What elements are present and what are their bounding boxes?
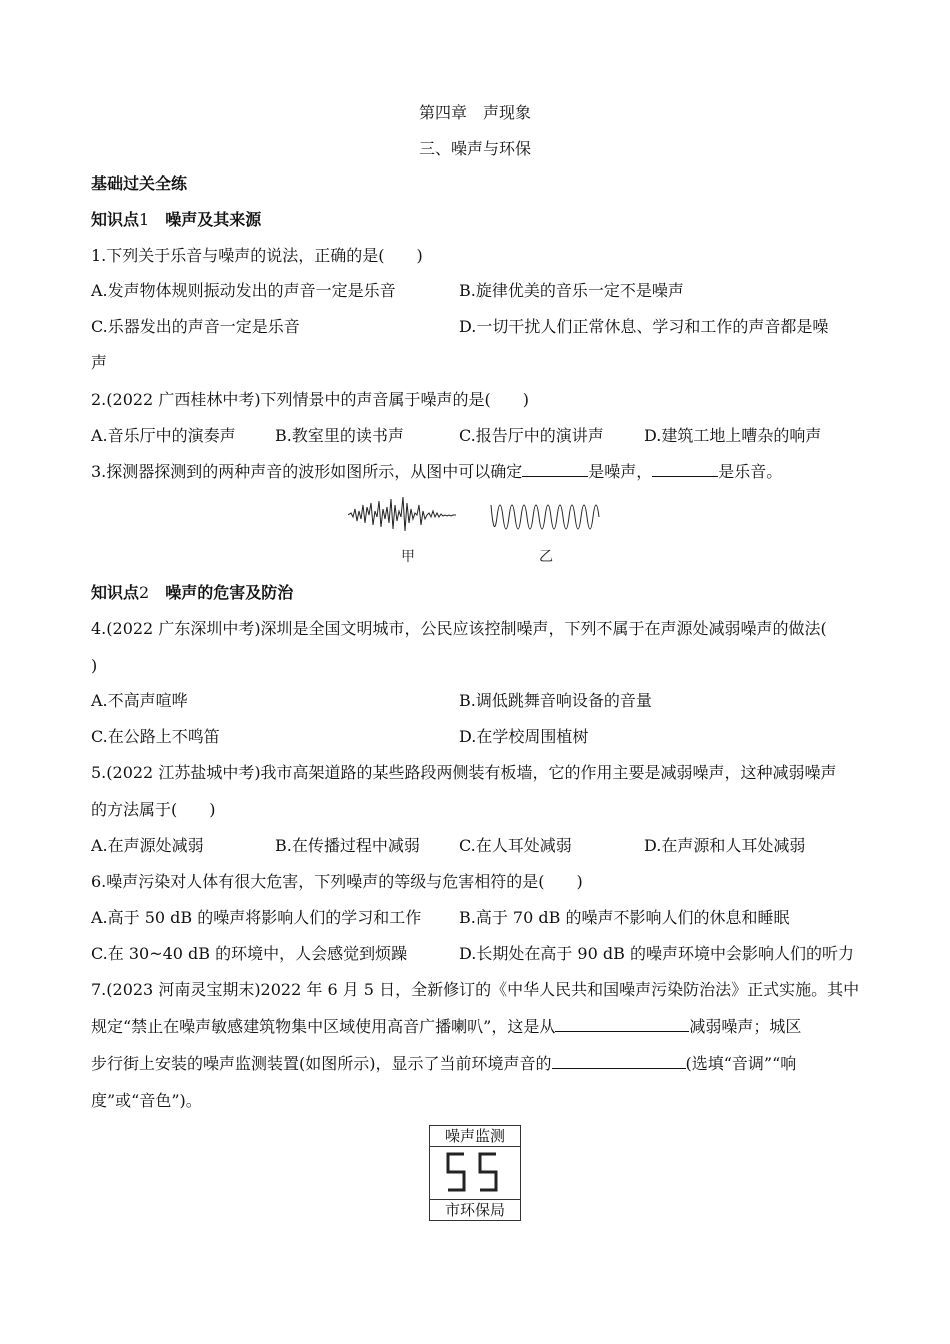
q3-stem <box>91 462 782 482</box>
knowledge-point-2 <box>91 583 293 603</box>
seven-segment-digits <box>434 1150 518 1196</box>
q7-blank-1[interactable] <box>555 1017 689 1032</box>
kp2-label: 知识点 <box>91 583 140 602</box>
q5-option-a: A.在声源处减弱 <box>91 836 204 855</box>
music-waveform-yi <box>491 505 599 529</box>
kp1-num: 1 <box>139 210 150 229</box>
kp1-title: 噪声及其来源 <box>165 210 262 229</box>
monitor-footer: 市环保局 <box>429 1199 521 1221</box>
q4-stem: 4.(2022 广东深圳中考)深圳是全国文明城市，公民应该控制噪声，下列不属于在声源处减弱噪声的做法( <box>91 619 827 638</box>
q3-blank-noise[interactable] <box>522 462 588 477</box>
q1-option-b: B.旋律优美的音乐一定不是噪声 <box>459 281 684 300</box>
section-title: 三、噪声与环保 <box>418 139 531 158</box>
q3-blank-music[interactable] <box>652 462 718 477</box>
q2-option-c: C.报告厅中的演讲声 <box>459 426 604 445</box>
q7-line2 <box>91 1017 801 1037</box>
digit-5-left <box>448 1154 464 1190</box>
q7-line4: 度”或“音色”)。 <box>91 1091 202 1110</box>
q7-line2-part2: 减弱噪声；城区 <box>689 1017 802 1036</box>
q5-stem-cont: 的方法属于( ) <box>91 800 216 819</box>
q4-option-d: D.在学校周围植树 <box>459 727 589 746</box>
q7-line3 <box>91 1054 796 1074</box>
waveform-figure <box>348 493 603 543</box>
q7-line2-part1: 规定“禁止在噪声敏感建筑物集中区域使用高音广播喇叭”，这是从 <box>91 1017 556 1036</box>
q7-blank-2[interactable] <box>552 1054 686 1069</box>
q6-option-a: A.高于 50 dB 的噪声将影响人们的学习和工作 <box>91 908 422 927</box>
q5-stem: 5.(2022 江苏盐城中考)我市高架道路的某些路段两侧装有板墙，它的作用主要是减弱噪声，这种减弱噪声 <box>91 763 837 782</box>
q6-option-b: B.高于 70 dB 的噪声不影响人们的休息和睡眠 <box>459 908 790 927</box>
q3-stem-part3: 是乐音。 <box>718 462 783 481</box>
q4-stem-cont: ) <box>91 656 98 675</box>
kp2-title: 噪声的危害及防治 <box>165 583 294 602</box>
q7-line1: 7.(2023 河南灵宝期末)2022 年 6 月 5 日，全新修订的《中华人民共和国噪声污染防治法》正式实施。其中 <box>91 980 860 999</box>
q3-stem-part2: 是噪声， <box>588 462 653 481</box>
q5-option-b: B.在传播过程中减弱 <box>275 836 420 855</box>
q7-line3-part1: 步行街上安装的噪声监测装置(如图所示)，显示了当前环境声音的 <box>91 1054 552 1073</box>
label-jia: 甲 <box>401 549 415 565</box>
q7-line3-part2: (选填“音调”“响 <box>685 1054 797 1073</box>
q1-option-c: C.乐器发出的声音一定是乐音 <box>91 317 300 336</box>
chapter-title: 第四章 声现象 <box>418 103 531 122</box>
q1-option-a: A.发声物体规则振动发出的声音一定是乐音 <box>91 281 396 300</box>
label-yi: 乙 <box>539 549 553 565</box>
digit-5-right <box>480 1154 496 1190</box>
kp2-num: 2 <box>139 583 150 602</box>
kp1-label: 知识点 <box>91 210 140 229</box>
q4-option-a: A.不高声喧哗 <box>91 691 188 710</box>
q5-option-d: D.在声源和人耳处减弱 <box>644 836 806 855</box>
q1-option-d-cont: 声 <box>91 353 108 372</box>
q3-stem-part1: 3.探测器探测到的两种声音的波形如图所示，从图中可以确定 <box>91 462 523 481</box>
q2-option-d: D.建筑工地上嘈杂的响声 <box>644 426 822 445</box>
q2-option-b: B.教室里的读书声 <box>275 426 404 445</box>
q4-option-b: B.调低跳舞音响设备的音量 <box>459 691 652 710</box>
knowledge-point-1 <box>91 210 261 230</box>
q6-option-d: D.长期处在高于 90 dB 的噪声环境中会影响人们的听力 <box>459 944 854 963</box>
q1-option-d: D.一切干扰人们正常休息、学习和工作的声音都是噪 <box>459 317 829 336</box>
noise-monitor-device <box>429 1125 521 1221</box>
q1-stem: 1.下列关于乐音与噪声的说法，正确的是( ) <box>91 246 423 265</box>
q5-option-c: C.在人耳处减弱 <box>459 836 572 855</box>
monitor-reading <box>430 1147 431 1148</box>
monitor-title: 噪声监测 <box>429 1125 521 1147</box>
q4-option-c: C.在公路上不鸣笛 <box>91 727 220 746</box>
q6-option-c: C.在 30~40 dB 的环境中，人会感觉到烦躁 <box>91 944 408 963</box>
noise-waveform-jia <box>348 497 456 531</box>
practice-title: 基础过关全练 <box>91 174 188 193</box>
monitor-display <box>429 1147 521 1199</box>
q2-stem: 2.(2022 广西桂林中考)下列情景中的声音属于噪声的是( ) <box>91 390 530 409</box>
q6-stem: 6.噪声污染对人体有很大危害，下列噪声的等级与危害相符的是( ) <box>91 872 583 891</box>
q2-option-a: A.音乐厅中的演奏声 <box>91 426 236 445</box>
